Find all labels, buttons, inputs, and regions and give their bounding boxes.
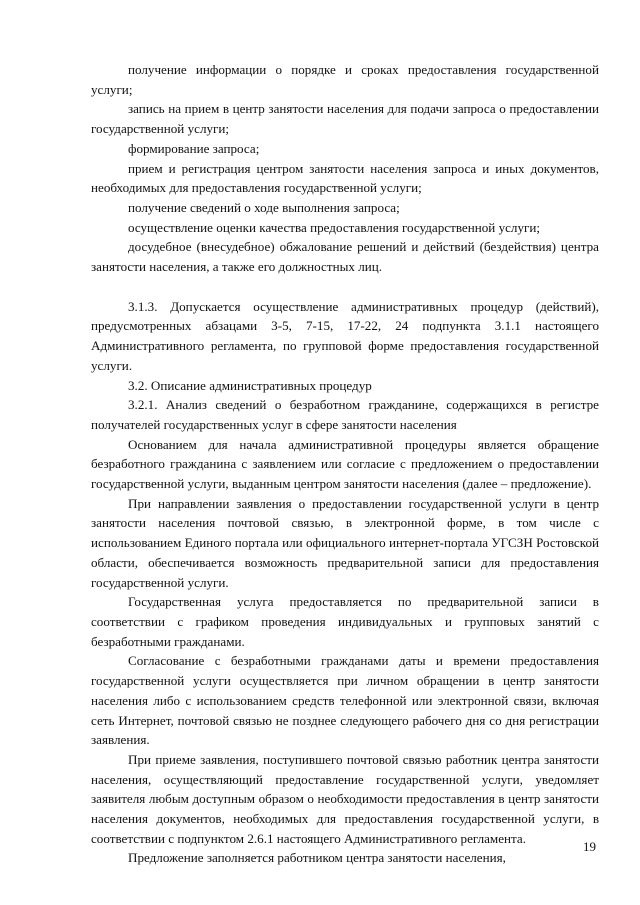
paragraph-mail-receipt: При приеме заявления, поступившего почтовой связью работник центра занятости населения, осуществляющий предоставление государственной услуги, уведомляет заявителя любым доступным образом о необходимости предоставления в центр занятости населения документов, необходимых для предоставления государственной услуги, в соответствии с подпунктом 2.6.1 настоящего Административного регламента.: [91, 751, 599, 846]
paragraph-basis: Основанием для начала административной процедуры является обращение безработного гражданина с заявлением или согласие с предложением о предоставлении государственной услуги, выданным центром занятости населения (далее – предложение).: [91, 436, 599, 492]
list-item-appeal: досудебное (внесудебное) обжалование решений и действий (бездействия) центра занятости населения, а также его должностных лиц.: [91, 239, 599, 275]
document-body: [91, 60, 599, 868]
paragraph-gap: [91, 277, 599, 297]
paragraph-3-2-1: 3.2.1. Анализ сведений о безработном гражданине, содержащихся в регистре получателей государственных услуг в сфере занятости населения: [91, 397, 599, 432]
list-item-registration: прием и регистрация центром занятости населения запроса и иных документов, необходимых для предоставления государственной услуги;: [91, 160, 599, 196]
list-item-status: получение сведений о ходе выполнения запроса;: [128, 199, 400, 215]
paragraph-offer: Предложение заполняется работником центра занятости населения,: [128, 850, 506, 866]
page-number: 19: [583, 839, 596, 854]
paragraph-application: При направлении заявления о предоставлении государственной услуги в центр занятости населения почтовой связью, в электронной форме, в том числе с использованием Единого портала или официального интернет-портала УГСЗН Ростовской области, обеспечивается возможность предварительной записи для предоставления государственной услуги.: [91, 495, 599, 590]
paragraph-coordination: Согласование с безработными гражданами даты и времени предоставления государственной услуги осуществляется при личном обращении в центр занятости населения либо с использованием средств телефонной или электронной связи, включая сеть Интернет, почтовой связью не позднее следующего рабочего дня со дня регистрации заявления.: [91, 653, 599, 748]
paragraph-schedule: Государственная услуга предоставляется по предварительной записи в соответствии с графиком проведения индивидуальных и групповых занятий с безработными гражданами.: [91, 594, 599, 649]
paragraph-3-1-3: 3.1.3. Допускается осуществление административных процедур (действий), предусмотренных абзацами 3-5, 7-15, 17-22, 24 подпункта 3.1.1 настоящего Административного регламента, по групповой форме предоставления государственной услуги.: [91, 298, 599, 373]
list-item-request-form: формирование запроса;: [128, 140, 260, 156]
section-heading-3-2: 3.2. Описание административных процедур: [128, 377, 372, 393]
list-item-quality: осуществление оценки качества предоставления государственной услуги;: [128, 219, 541, 235]
list-item-info: получение информации о порядке и сроках предоставления государственной услуги;: [91, 62, 599, 97]
list-item-appointment: запись на прием в центр занятости населения для подачи запроса о предоставлении государственной услуги;: [91, 101, 599, 137]
